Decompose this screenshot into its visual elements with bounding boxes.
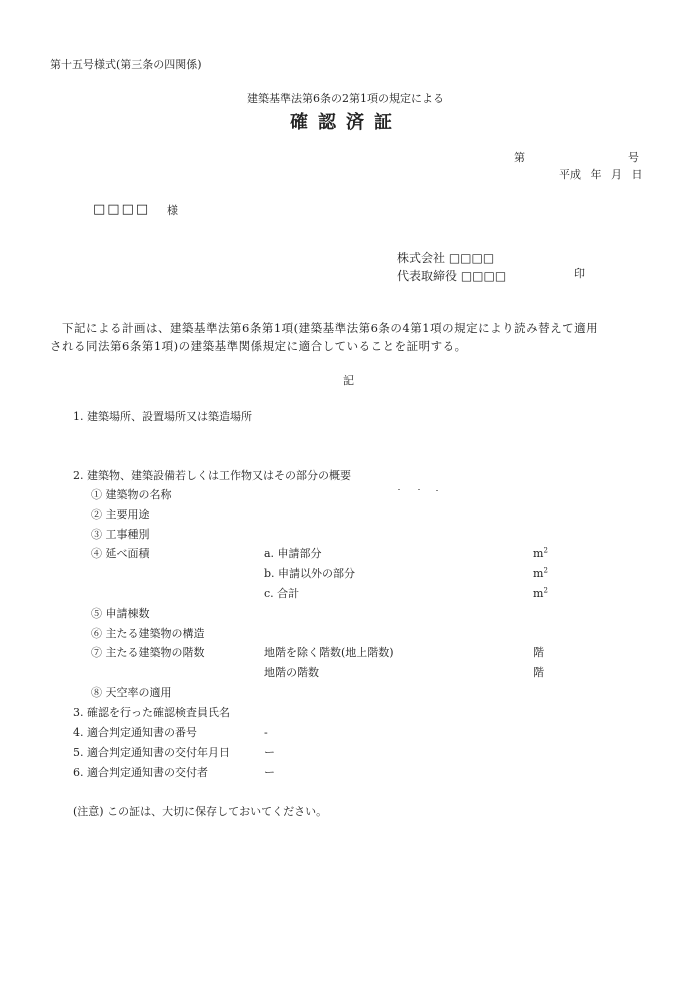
item-3-work-type: ③ 工事種別 (91, 528, 150, 541)
floor-label-above-ground: 地階を除く階数(地上階数) (264, 646, 394, 659)
item-5-building-count: ⑤ 申請棟数 (91, 607, 150, 620)
ki-mark: 記 (343, 374, 354, 387)
area-unit-b: $m^2$ (533, 566, 548, 580)
section-3-label: 3. 確認を行った確認検査員氏名 (73, 706, 230, 719)
section-1-label: 1. 建築場所、設置場所又は築造場所 (73, 410, 252, 423)
area-unit-c: $m^2$ (533, 586, 548, 600)
issue-date: 平成 年 月 日 (559, 168, 643, 181)
area-label-c: c. 合計 (264, 587, 300, 600)
section-6-value: ー (264, 766, 275, 779)
floor-label-basement: 地階の階数 (264, 666, 319, 679)
issue-number-prefix: 第 (514, 151, 525, 164)
scan-speck (398, 489, 400, 490)
form-number: 第十五号様式(第三条の四関係) (50, 58, 202, 71)
section-4-label: 4. 適合判定通知書の番号 (73, 726, 197, 739)
section-4-value: - (264, 726, 268, 739)
item-7-floor-count: ⑦ 主たる建築物の階数 (91, 646, 205, 659)
section-6-label: 6. 適合判定通知書の交付者 (73, 766, 208, 779)
floor-unit-basement: 階 (533, 666, 544, 679)
floor-unit-above-ground: 階 (533, 646, 544, 659)
note: (注意) この証は、大切に保存しておいてください。 (73, 805, 328, 818)
scan-speck (436, 490, 438, 491)
statement-line-1: 下記による計画は、建築基準法第6条第1項(建築基準法第6条の4第1項の規定により読み替えて適用 (62, 321, 599, 335)
recipient-honorific: 様 (167, 204, 178, 217)
area-unit-a: $m^2$ (533, 546, 548, 560)
item-1-building-name: ① 建築物の名称 (91, 488, 172, 501)
page-title: 確認済証 (290, 112, 402, 133)
recipient-name: □□□□ (93, 202, 151, 217)
issuer-company: 株式会社 □□□□ (397, 251, 495, 265)
issuer-seal: 印 (574, 267, 585, 280)
section-5-value: ー (264, 746, 275, 759)
section-2-label: 2. 建築物、建築設備若しくは工作物又はその部分の概要 (73, 469, 351, 482)
area-label-a: a. 申請部分 (264, 547, 322, 560)
issue-number-suffix: 号 (628, 151, 639, 164)
subtitle: 建築基準法第6条の2第1項の規定による (247, 92, 444, 105)
item-2-main-use: ② 主要用途 (91, 508, 150, 521)
issuer-representative: 代表取締役 □□□□ (397, 269, 507, 283)
scan-speck (418, 489, 420, 490)
statement-line-2: される同法第6条第1項)の建築基準関係規定に適合していることを証明する。 (50, 339, 467, 353)
section-5-label: 5. 適合判定通知書の交付年月日 (73, 746, 230, 759)
item-6-structure: ⑥ 主たる建築物の構造 (91, 627, 205, 640)
area-label-b: b. 申請以外の部分 (264, 567, 356, 580)
item-8-sky-factor: ⑧ 天空率の適用 (91, 686, 172, 699)
item-4-total-floor-area: ④ 延べ面積 (91, 547, 150, 560)
